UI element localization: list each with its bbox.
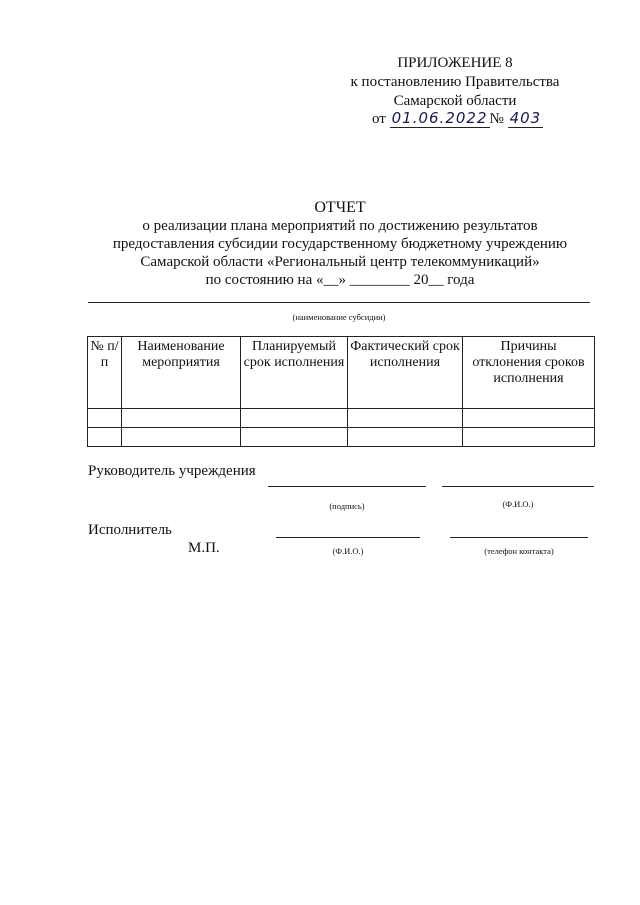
- executor-fio-line[interactable]: [276, 537, 420, 538]
- report-line-4: по состоянию на «__» ________ 20__ года: [205, 272, 475, 288]
- subsidy-caption: (наименование субсидии): [292, 312, 386, 322]
- annex-number-label: №: [489, 111, 504, 127]
- report-line-3: Самарской области «Региональный центр телекоммуникаций»: [140, 254, 540, 270]
- table-cell[interactable]: [88, 409, 122, 428]
- table-cell[interactable]: [122, 409, 241, 428]
- table-cell[interactable]: [88, 428, 122, 447]
- header-planned-term: Планируемый срок исполнения: [241, 337, 348, 409]
- annex-date-handwritten: 01.06.2022: [391, 109, 488, 127]
- table-cell[interactable]: [348, 428, 463, 447]
- header-number: № п/п: [88, 337, 122, 409]
- table-cell[interactable]: [463, 428, 595, 447]
- head-fio-line[interactable]: [442, 486, 594, 487]
- phone-line[interactable]: [450, 537, 588, 538]
- header-deviation-reasons: Причины отклонения сроков исполнения: [463, 337, 595, 409]
- table-cell[interactable]: [122, 428, 241, 447]
- report-title: ОТЧЕТ: [314, 199, 366, 216]
- report-line-2: предоставления субсидии государственному бюджетному учреждению: [112, 236, 568, 252]
- head-label: Руководитель учреждения: [88, 463, 256, 479]
- report-description: [80, 217, 600, 289]
- table-row: [88, 428, 595, 447]
- head-signature-line[interactable]: [268, 486, 426, 487]
- annex-number-handwritten: 403: [509, 109, 542, 127]
- annex-from-label: от: [372, 111, 386, 127]
- table-cell[interactable]: [241, 428, 348, 447]
- header-activity-name: Наименование мероприятия: [122, 337, 241, 409]
- executor-fio-caption: (Ф.И.О.): [332, 546, 364, 556]
- annex-title: ПРИЛОЖЕНИЕ 8: [397, 55, 513, 71]
- table-cell[interactable]: [241, 409, 348, 428]
- annex-date-number-line: [372, 109, 582, 128]
- table-row: [88, 409, 595, 428]
- signature-caption: (подпись): [329, 501, 365, 511]
- table-cell[interactable]: [348, 409, 463, 428]
- annex-decree-line: к постановлению Правительства: [350, 74, 560, 90]
- table-header-row: [88, 337, 595, 409]
- subsidy-name-line: [88, 302, 590, 303]
- annex-region-line: Самарской области: [393, 93, 517, 109]
- stamp-label: М.П.: [188, 540, 220, 556]
- report-line-1: о реализации плана мероприятий по достижению результатов: [142, 218, 538, 234]
- activities-table: [87, 336, 595, 447]
- header-actual-term: Фактический срок исполнения: [348, 337, 463, 409]
- executor-label: Исполнитель: [88, 522, 172, 538]
- table-cell[interactable]: [463, 409, 595, 428]
- head-fio-caption: (Ф.И.О.): [502, 499, 534, 509]
- phone-caption: (телефон контакта): [484, 546, 554, 556]
